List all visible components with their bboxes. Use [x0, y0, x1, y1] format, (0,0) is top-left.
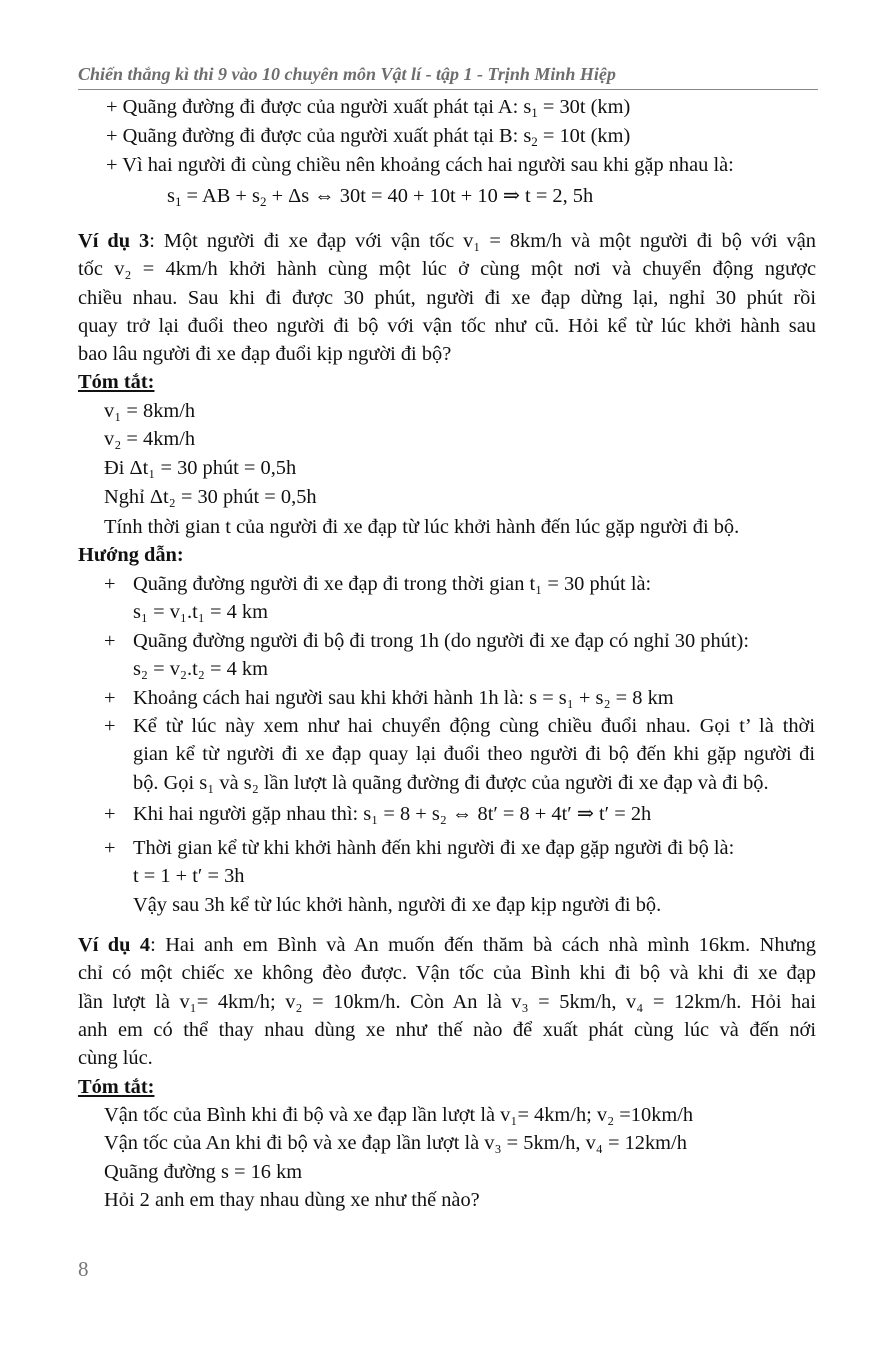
- guide-line: Thời gian kể từ khi khởi hành đến khi người đi xe đạp gặp người đi bộ là:: [133, 837, 735, 859]
- top-bullet-3: + Vì hai người đi cùng chiều nên khoảng cách hai người sau khi gặp nhau là:: [106, 154, 734, 176]
- guide-line: Quãng đường người đi bộ đi trong 1h (do người đi xe đạp có nghỉ 30 phút):: [133, 630, 749, 652]
- guide-line: Quãng đường người đi xe đạp đi trong thời gian t₁ = 30 phút là:: [133, 573, 652, 595]
- guide-line: Khoảng cách hai người sau khi khởi hành 1h là: s = s₁ + s₂ = 8 km: [133, 687, 674, 709]
- summary-item: Nghỉ Δt₂ = 30 phút = 0,5h: [104, 486, 317, 508]
- guide-line: t = 1 + t′ = 3h: [133, 865, 245, 887]
- example-4-label: Ví dụ 4: [78, 934, 151, 956]
- example-4-line-2: chỉ có một chiếc xe không đèo được. Vận tốc của Bình khi đi bộ và khi đi xe đạp: [78, 962, 816, 984]
- example-3-line-2: tốc v₂ = 4km/h khởi hành cùng một lúc ở cùng một nơi và chuyển động ngược: [78, 258, 816, 280]
- guide-line: gian kể từ người đi xe đạp quay lại đuổi theo người đi bộ đến khi gặp người đi: [133, 743, 815, 765]
- example-3-line-3: chiều nhau. Sau khi đi được 30 phút, người đi xe đạp dừng lại, nghỉ 30 phút rồi: [78, 287, 816, 309]
- summary-item: Tính thời gian t của người đi xe đạp từ lúc khởi hành đến lúc gặp người đi bộ.: [104, 516, 740, 538]
- example-3-guide-title: Hướng dẫn:: [78, 544, 184, 566]
- guide-line: s₁ = v₁.t₁ = 4 km: [133, 601, 268, 623]
- guide-line: Khi hai người gặp nhau thì: s₁ = 8 + s₂ ⇔ 8t′ = 8 + 4t′ ⇒ t′ = 2h: [133, 803, 652, 825]
- bullet-marker: +: [104, 630, 116, 652]
- example-4-summary-title: Tóm tắt:: [78, 1076, 155, 1098]
- top-bullet-2: + Quãng đường đi được của người xuất phát tại B: $s_2 = 10t$ (km): [106, 125, 631, 149]
- guide-line: Vậy sau 3h kể từ lúc khởi hành, người đi xe đạp kịp người đi bộ.: [133, 894, 662, 916]
- example-3-label: Ví dụ 3: [78, 230, 150, 252]
- example-3-line-5: bao lâu người đi xe đạp đuổi kịp người đi bộ?: [78, 343, 452, 365]
- page-number: 8: [78, 1257, 89, 1281]
- summary-item: Đi Δt₁ = 30 phút = 0,5h: [104, 457, 297, 479]
- summary-item: Quãng đường s = 16 km: [104, 1161, 303, 1183]
- bullet-marker: +: [104, 837, 116, 859]
- summary-item: Hỏi 2 anh em thay nhau dùng xe như thế nào?: [104, 1189, 480, 1211]
- example-3-line-4: quay trở lại đuổi theo người đi bộ với vận tốc như cũ. Hỏi kể từ lúc khởi hành sau: [78, 315, 816, 337]
- example-4-line-5: cùng lúc.: [78, 1047, 153, 1069]
- header-rule: [78, 89, 818, 90]
- top-bullet-1: + Quãng đường đi được của người xuất phát tại A: $s_1 = 30t$ (km): [106, 96, 631, 120]
- bullet-marker: +: [104, 803, 116, 825]
- example-3-summary-title: Tóm tắt:: [78, 371, 155, 393]
- example-3-line-1: Ví dụ 3: Một người đi xe đạp với vận tốc v₁ = 8km/h và một người đi bộ với vận: [78, 230, 816, 252]
- summary-item: v₁ = 8km/h: [104, 400, 196, 422]
- guide-line: Kể từ lúc này xem như hai chuyển động cùng chiều đuổi nhau. Gọi t’ là thời: [133, 715, 815, 737]
- guide-line: s₂ = v₂.t₂ = 4 km: [133, 658, 268, 680]
- bullet-marker: +: [104, 573, 116, 595]
- equation-1: $s_1$ = AB + $s_2 + \Delta s$ ⇔ 30t = 40 + 10t + 10 ⇒ t = 2, 5h: [167, 185, 594, 209]
- example-4-line-1: Ví dụ 4: Hai anh em Bình và An muốn đến thăm bà cách nhà mình 16km. Nhưng: [78, 934, 817, 956]
- guide-line: bộ. Gọi s₁ và s₂ lần lượt là quãng đường đi được của người đi xe đạp và đi bộ.: [133, 772, 769, 794]
- example-4-line-4: anh em có thể thay nhau dùng xe như thế nào để xuất phát cùng lúc và đến nới: [78, 1019, 816, 1041]
- summary-item: Vận tốc của An khi đi bộ và xe đạp lần lượt là v₃ = 5km/h, v₄ = 12km/h: [104, 1132, 687, 1154]
- running-header: Chiến thắng kì thi 9 vào 10 chuyên môn Vật lí - tập 1 - Trịnh Minh Hiệp: [78, 64, 616, 84]
- bullet-marker: +: [104, 687, 116, 709]
- bullet-marker: +: [104, 715, 116, 737]
- example-4-line-3: lần lượt là v₁= 4km/h; v₂ = 10km/h. Còn An là v₃ = 5km/h, v₄ = 12km/h. Hỏi hai: [78, 991, 816, 1013]
- summary-item: Vận tốc của Bình khi đi bộ và xe đạp lần lượt là v₁= 4km/h; v₂ =10km/h: [104, 1104, 694, 1126]
- summary-item: v₂ = 4km/h: [104, 428, 196, 450]
